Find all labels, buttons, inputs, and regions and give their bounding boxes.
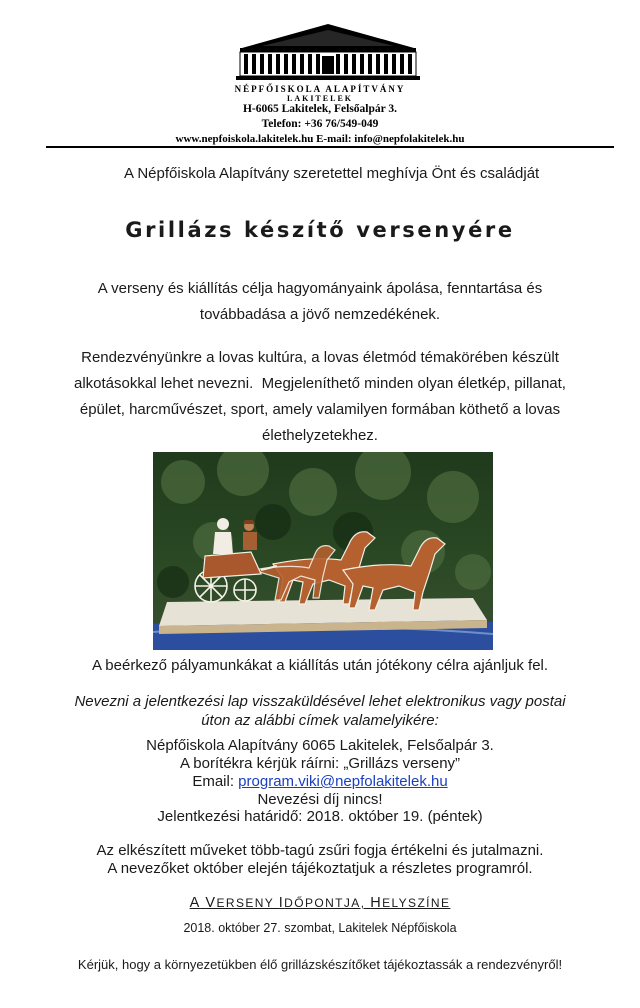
entry-line-1: Nevezni a jelentkezési lap visszaküldésével lehet elektronikus vagy postai — [74, 693, 566, 710]
entry-instructions — [40, 692, 600, 730]
offer-line: A beérkező pályamunkákat a kiállítás után jótékony célra ajánljuk fel. — [91, 657, 549, 674]
section-word-3-rest: DŐPONTJA, — [284, 896, 366, 910]
closing-request: Kérjük, hogy a környezetükben élő grillázskészítőket tájékoztassák a rendezvényről! — [77, 957, 563, 972]
invite-line: A Népfőiskola Alapítvány szeretettel meghívja Önt és családját — [124, 165, 540, 182]
letterhead-rule — [46, 146, 614, 148]
section-word-4-cap: H — [370, 895, 383, 911]
page-title: Grillázs készítő versenyére — [125, 218, 515, 242]
entry-line-2: úton az alábbi címek valamelyikére: — [201, 712, 439, 729]
theme-line-2: alkotásokkal lehet nevezni. Megjeleníthető minden olyan életkép, pillanat, — [74, 375, 566, 392]
section-word-4-rest: ELYSZÍNE — [382, 896, 451, 910]
section-word-3-cap: I — [278, 895, 285, 911]
letterhead-phone: Telefon: +36 76/549-049 — [261, 118, 379, 130]
jury-line-2: A nevezőket október elején tájékoztatjuk a részletes programról. — [107, 860, 533, 877]
fee-note: Nevezési díj nincs! — [257, 791, 383, 808]
building-logo-icon — [232, 22, 424, 84]
contact-address: Népfőiskola Alapítvány 6065 Lakitelek, Felsőalpár 3. — [146, 737, 494, 754]
letterhead-address: H-6065 Lakitelek, Felsőalpár 3. — [242, 103, 398, 115]
org-name: NÉPFŐISKOLA ALAPÍTVÁNY — [234, 84, 406, 94]
org-city: LAKITELEK — [286, 94, 353, 103]
section-word-1-cap: A — [189, 895, 201, 911]
theme-line-1: Rendezvényünkre a lovas kultúra, a lovas életmód témakörében készült — [81, 349, 559, 366]
purpose-line-2: továbbadása a jövő nemzedékének. — [199, 306, 441, 323]
event-date: 2018. október 27. szombat, Lakitelek Népfőiskola — [183, 921, 457, 935]
email-label: Email: — [192, 773, 239, 790]
jury-line-1: Az elkészített műveket több-tagú zsűri fogja értékelni és jutalmazni. — [96, 842, 544, 859]
envelope-note: A borítékra kérjük ráírni: „Grillázs verseny” — [179, 755, 461, 772]
letterhead-web: www.nepfoiskola.lakitelek.hu E-mail: info@nepfolakitelek.hu — [175, 133, 465, 145]
contact-email-row — [0, 773, 640, 791]
email-link[interactable]: program.viki@nepfolakitelek.hu — [238, 773, 448, 790]
purpose-line-1: A verseny és kiállítás célja hagyományaink ápolása, fenntartása és — [97, 280, 543, 297]
theme-line-4: élethelyzetekhez. — [262, 427, 378, 444]
purpose-paragraph — [40, 276, 600, 328]
section-word-2-cap: V — [205, 895, 217, 911]
theme-line-3: épület, harcművészet, sport, amely valamilyen formában köthető a lovas — [79, 401, 561, 418]
section-heading — [0, 895, 640, 911]
deadline-note: Jelentkezési határidő: 2018. október 19. (péntek) — [157, 808, 483, 825]
theme-paragraph — [40, 345, 600, 449]
gingerbread-horse-carriage-image — [153, 452, 493, 650]
section-word-2-rest: ERSENY — [216, 896, 274, 910]
